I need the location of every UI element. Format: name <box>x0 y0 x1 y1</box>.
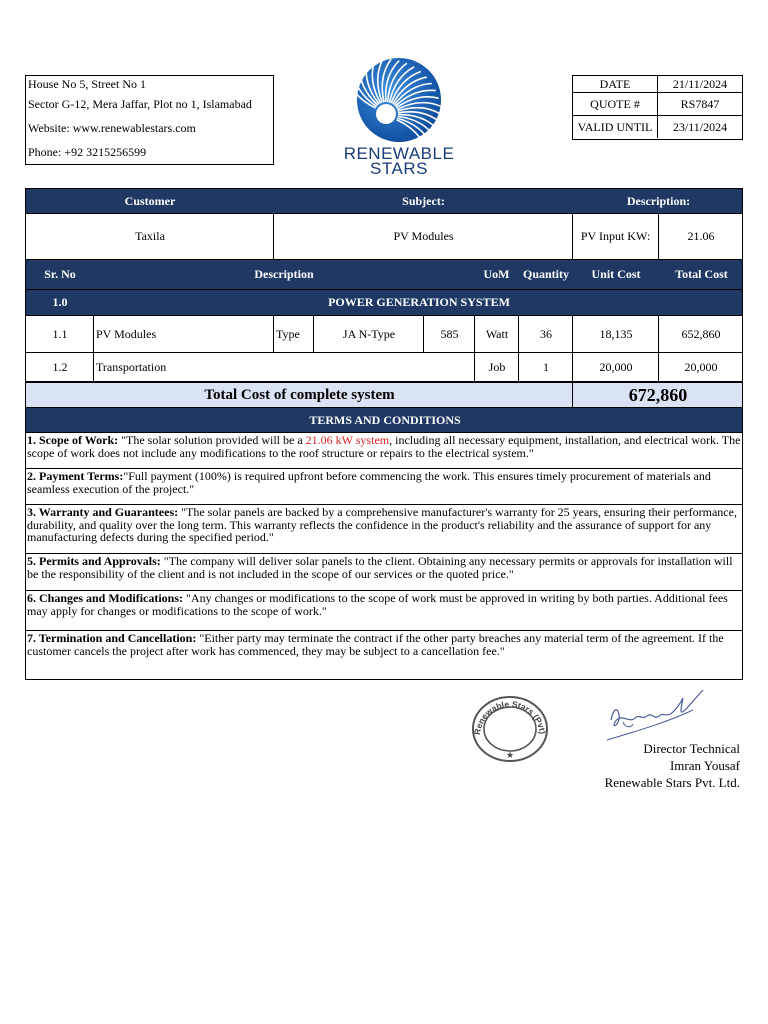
svg-text:Renewable Stars (Pvt) Ltd.: Renewable Stars (Pvt) <box>472 698 548 736</box>
term-highlight: 21.06 kW system <box>305 433 390 447</box>
row-sr: 1.1 <box>52 326 68 341</box>
address-line-1: House No 5, Street No 1 <box>28 77 146 91</box>
row-wattage: 585 <box>423 316 475 352</box>
company-stamp <box>468 693 552 767</box>
section-title: POWER GENERATION SYSTEM <box>328 295 510 309</box>
row-unit-cost: 20,000 <box>572 353 659 381</box>
summary-header-row <box>25 188 743 214</box>
section-number: 1.0 <box>52 295 68 309</box>
terms-title: TERMS AND CONDITIONS <box>309 412 461 427</box>
row-uom: Watt <box>474 316 519 352</box>
unit-cost-header: Unit Cost <box>591 267 641 281</box>
logo-text-renewable: RENEWABLE <box>343 144 455 163</box>
term-heading: 7. Termination and Cancellation: <box>27 631 197 645</box>
quantity-header: Quantity <box>522 267 569 281</box>
sr-no-header: Sr. No <box>44 267 76 281</box>
term-text: , including all necessary equipment, installation, and electrical work. The scope of work does not include any modifications to the roof structure or repairs to the electrical system." <box>27 433 741 460</box>
table-row <box>25 316 743 353</box>
grand-total-row <box>25 382 743 408</box>
customer-value: Taxila <box>135 229 165 243</box>
uom-header: UoM <box>483 267 510 281</box>
term-text: "The solar solution provided will be a <box>118 433 306 447</box>
company-logo <box>326 56 472 178</box>
signatory-company: Renewable Stars Pvt. Ltd. <box>604 775 740 790</box>
total-cost-header: Total Cost <box>675 267 728 281</box>
row-quantity: 36 <box>518 316 573 352</box>
valid-until-value: 23/11/2024 <box>672 119 728 134</box>
quote-number-label: QUOTE # <box>573 93 658 115</box>
pv-input-label: PV Input KW: <box>572 214 658 259</box>
term-payment-terms <box>25 469 743 505</box>
table-row <box>25 353 743 382</box>
address-line-2: Sector G-12, Mera Jaffar, Plot no 1, Islamabad <box>28 97 252 111</box>
term-text: "The company will deliver solar panels to the client. Obtaining any necessary permits or approvals for installation will be the responsibility of the client and is not included in the scope of our services or the quoted price." <box>27 554 733 581</box>
sun-rays-globe-icon <box>326 56 472 144</box>
term-heading: 6. Changes and Modifications: <box>27 591 184 605</box>
items-header-row <box>25 260 743 289</box>
term-termination <box>25 631 743 680</box>
description-col-header: Description <box>254 267 314 281</box>
company-website: Website: www.renewablestars.com <box>28 121 196 135</box>
summary-values-row <box>25 214 743 260</box>
term-heading: 2. Payment Terms: <box>27 469 124 483</box>
subject-header: Subject: <box>402 193 445 208</box>
term-heading: 1. Scope of Work: <box>27 433 119 447</box>
term-heading: 5. Permits and Approvals: <box>27 554 161 568</box>
director-signature <box>603 684 713 744</box>
grand-total-value: 672,860 <box>572 383 743 407</box>
term-changes <box>25 591 743 631</box>
quotation-table <box>25 188 743 680</box>
section-row <box>25 289 743 316</box>
term-permits <box>25 554 743 591</box>
quote-info-box <box>572 75 743 140</box>
signatory-title: Director Technical <box>643 741 740 756</box>
signatory-name: Imran Yousaf <box>669 758 740 773</box>
term-text: "Any changes or modifications to the scope of work must be approved in writing by both parties. Additional fees may apply for changes or modifications to the scope of work." <box>27 591 728 618</box>
logo-text-stars: STARS <box>370 159 428 178</box>
row-type-label: Type <box>273 316 314 352</box>
date-value: 21/11/2024 <box>672 76 728 91</box>
row-quantity: 1 <box>518 353 573 381</box>
pv-input-value: 21.06 <box>658 214 743 259</box>
row-total-cost: 20,000 <box>658 353 743 381</box>
row-type-value: JA N-Type <box>313 316 424 352</box>
term-scope-of-work <box>25 432 743 469</box>
quote-number-value: RS7847 <box>680 96 720 111</box>
date-row <box>573 76 742 93</box>
term-warranty <box>25 505 743 554</box>
svg-text:★: ★ <box>505 750 515 760</box>
company-phone: Phone: +92 3215256599 <box>28 145 147 159</box>
quote-number-row <box>573 93 742 116</box>
row-total-cost: 652,860 <box>658 316 743 352</box>
terms-title-row <box>25 408 743 432</box>
row-unit-cost: 18,135 <box>572 316 659 352</box>
row-sr: 1.2 <box>52 359 68 374</box>
term-text: "Full payment (100%) is required upfront before commencing the work. This ensures timely procurement of materials and seamless execution of the project." <box>27 469 711 496</box>
term-text: "The solar panels are backed by a comprehensive manufacturer's warranty for 25 years, ensuring their performance, durability, and quality over the long term. This warranty reflects the confidence in the product's reliability and the assurance of support for any manufacturing defects during the specified period." <box>27 505 737 544</box>
row-description: PV Modules <box>93 316 274 352</box>
customer-header: Customer <box>124 193 176 208</box>
date-label: DATE <box>573 76 658 92</box>
term-text: "Either party may terminate the contract if the other party breaches any material term of the agreement. If the customer cancels the project after work has commenced, they may be subject to a cancellation fee." <box>27 631 724 658</box>
term-heading: 3. Warranty and Guarantees: <box>27 505 179 519</box>
valid-until-label: VALID UNTIL <box>573 116 658 138</box>
row-uom: Job <box>474 353 519 381</box>
grand-total-label: Total Cost of complete system <box>204 386 395 403</box>
row-description: Transportation <box>93 353 475 381</box>
company-address-box <box>25 75 274 165</box>
valid-until-row <box>573 116 742 138</box>
description-header: Description: <box>626 193 691 208</box>
subject-value: PV Modules <box>273 214 573 259</box>
